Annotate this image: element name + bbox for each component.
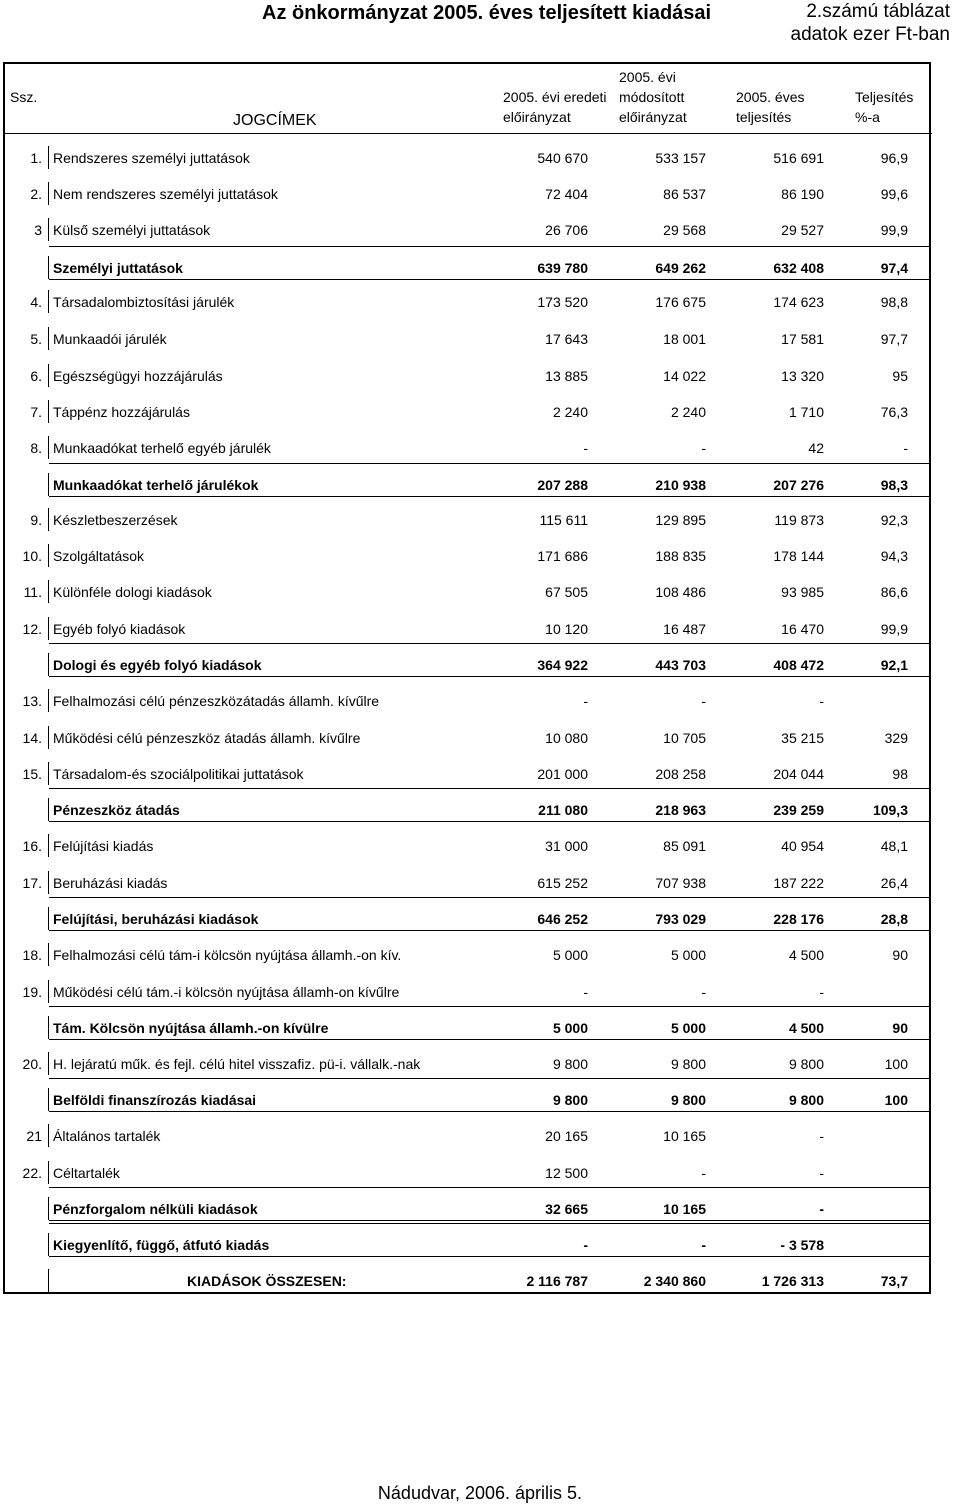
modified-budget-cell: 85 091 — [663, 838, 706, 854]
actual-cell: 42 — [808, 440, 824, 456]
percent-cell: 90 — [892, 947, 908, 963]
page-title: Az önkormányzat 2005. éves teljesített kiadásai — [262, 2, 712, 24]
original-budget-cell: 9 800 — [552, 1092, 588, 1108]
row-label: Személyi juttatások — [53, 260, 183, 276]
table-row — [0, 1199, 930, 1219]
table-row — [0, 582, 930, 602]
actual-cell: 174 623 — [773, 294, 824, 310]
percent-cell: 97,7 — [880, 331, 908, 347]
row-number: 5. — [30, 331, 42, 347]
subtotal-rule — [49, 1220, 930, 1221]
row-number: 22. — [22, 1165, 42, 1181]
table-row — [0, 258, 930, 278]
table-row — [0, 1090, 930, 1110]
original-budget-cell: 13 885 — [545, 368, 588, 384]
modified-budget-cell: 793 029 — [655, 911, 706, 927]
modified-budget-cell: 210 938 — [655, 477, 706, 493]
row-label: H. lejáratú műk. és fejl. célú hitel visszafiz. pü-i. vállalk.-nak — [53, 1056, 421, 1072]
row-number: 10. — [22, 548, 42, 564]
original-budget-cell: 72 404 — [545, 186, 588, 202]
row-number: 16. — [22, 838, 42, 854]
row-label: Készletbeszerzések — [53, 512, 178, 528]
table-row — [0, 546, 930, 566]
original-budget-cell: 2 116 787 — [526, 1273, 588, 1289]
subtotal-rule — [49, 1187, 930, 1188]
modified-budget-cell: 16 487 — [663, 621, 706, 637]
column-divider — [48, 1161, 49, 1184]
actual-cell: 632 408 — [773, 260, 824, 276]
original-budget-cell: 26 706 — [545, 222, 588, 238]
row-label: Munkaadói járulék — [53, 331, 167, 347]
subtotal-rule — [49, 1111, 930, 1112]
column-divider — [48, 689, 49, 712]
row-label: Működési célú pénzeszköz átadás államh. kívűlre — [53, 730, 361, 746]
percent-cell: 97,4 — [880, 260, 908, 276]
actual-cell: 119 873 — [774, 512, 824, 528]
row-number: 20. — [22, 1056, 42, 1072]
table-row — [0, 1163, 930, 1183]
original-budget-cell: 67 505 — [545, 584, 588, 600]
column-divider — [48, 762, 49, 785]
modified-budget-cell: 533 157 — [655, 150, 706, 166]
table-row — [0, 655, 930, 675]
row-label: Külső személyi juttatások — [53, 222, 211, 238]
column-divider — [48, 617, 49, 640]
table-row — [0, 220, 930, 240]
modified-budget-cell: - — [701, 1237, 706, 1253]
original-budget-cell: 173 520 — [537, 294, 588, 310]
row-number: 21 — [26, 1128, 42, 1144]
actual-cell: - — [819, 1201, 824, 1217]
row-label: Felhalmozási célú pénzeszközátadás államh. kívűlre — [53, 693, 380, 709]
percent-cell: 109,3 — [872, 802, 908, 818]
original-budget-cell: - — [583, 440, 588, 456]
modified-budget-cell: 10 165 — [663, 1128, 706, 1144]
column-divider — [48, 508, 49, 531]
percent-cell: 100 — [884, 1092, 908, 1108]
actual-cell: 207 276 — [773, 477, 824, 493]
modified-budget-cell: - — [701, 1165, 706, 1181]
subtotal-rule — [49, 1039, 930, 1040]
header-jogcim: JOGCÍMEK — [233, 112, 317, 129]
column-divider — [48, 1197, 49, 1220]
table-row — [0, 1235, 930, 1255]
original-budget-cell: 211 080 — [538, 802, 588, 818]
percent-cell: 28,8 — [880, 911, 908, 927]
percent-cell: 98,8 — [880, 294, 908, 310]
original-budget-cell: 207 288 — [537, 477, 588, 493]
original-budget-cell: 646 252 — [537, 911, 588, 927]
column-divider — [48, 146, 49, 169]
original-budget-cell: 364 922 — [537, 657, 588, 673]
header-modified-budget: 2005. évi módosított előirányzat — [619, 69, 687, 125]
percent-cell: 92,1 — [880, 657, 908, 673]
row-label: Felhalmozási célú tám-i kölcsön nyújtása államh.-on kív. — [53, 947, 402, 963]
original-budget-cell: 201 000 — [537, 766, 588, 782]
original-budget-cell: 115 611 — [539, 512, 588, 528]
place-date: Nádudvar, 2006. április 5. — [377, 1483, 583, 1503]
subtotal-rule — [49, 788, 930, 789]
original-budget-cell: 639 780 — [537, 260, 588, 276]
original-budget-cell: 9 800 — [552, 1056, 588, 1072]
percent-cell: 98 — [892, 766, 908, 782]
row-number: 14. — [22, 730, 42, 746]
table-row — [0, 691, 930, 711]
actual-cell: - — [819, 1128, 824, 1144]
row-label: Munkaadókat terhelő járulékok — [53, 477, 259, 493]
actual-cell: 4 500 — [788, 1020, 824, 1036]
table-row — [0, 1054, 930, 1074]
column-divider — [48, 364, 49, 387]
table-row — [0, 292, 930, 312]
row-label: Tám. Kölcsön nyújtása államh.-on kívülre — [53, 1020, 329, 1036]
table-row — [0, 438, 930, 458]
header-original-budget: 2005. évi eredeti előirányzat — [503, 89, 607, 125]
modified-budget-cell: 2 240 — [670, 404, 706, 420]
percent-cell: 98,3 — [880, 477, 908, 493]
actual-cell: 35 215 — [781, 730, 824, 746]
row-label: Nem rendszeres személyi juttatások — [53, 186, 278, 202]
table-row — [0, 366, 930, 386]
column-divider — [48, 327, 49, 350]
row-label: Egyéb folyó kiadások — [53, 621, 186, 637]
row-label: Kiegyenlítő, függő, átfutó kiadás — [53, 1237, 270, 1253]
column-divider — [48, 907, 49, 930]
column-divider — [48, 798, 49, 821]
column-divider — [48, 473, 49, 496]
row-label: Dologi és egyéb folyó kiadások — [53, 657, 262, 673]
modified-budget-cell: 218 963 — [655, 802, 706, 818]
row-label: Táppénz hozzájárulás — [53, 404, 190, 420]
percent-cell: 99,9 — [880, 222, 908, 238]
row-label: Munkaadókat terhelő egyéb járulék — [53, 440, 271, 456]
row-label: Beruházási kiadás — [53, 875, 168, 891]
modified-budget-cell: 18 001 — [663, 331, 706, 347]
subtotal-rule — [49, 496, 930, 497]
table-row — [0, 728, 930, 748]
modified-budget-cell: 5 000 — [670, 1020, 706, 1036]
table-row — [0, 619, 930, 639]
percent-cell: 26,4 — [880, 875, 908, 891]
row-number: 4. — [30, 294, 42, 310]
percent-cell: 86,6 — [880, 584, 908, 600]
actual-cell: - — [819, 984, 824, 1000]
percent-cell: 99,6 — [880, 186, 908, 202]
unit-note: adatok ezer Ft-ban — [790, 24, 950, 45]
actual-cell: 40 954 — [781, 838, 824, 854]
original-budget-cell: 32 665 — [545, 1201, 588, 1217]
original-budget-cell: 20 165 — [545, 1128, 588, 1144]
table-row — [0, 510, 930, 530]
row-number: 15. — [22, 766, 42, 782]
row-label: Felújítási, beruházási kiadások — [53, 911, 259, 927]
table-row — [0, 475, 930, 495]
table-row — [0, 800, 930, 820]
actual-cell: 204 044 — [773, 766, 824, 782]
modified-budget-cell: 707 938 — [655, 875, 706, 891]
row-number: 8. — [30, 440, 42, 456]
table-row — [0, 982, 930, 1002]
modified-budget-cell: 2 340 860 — [643, 1273, 706, 1289]
header-ssz: Ssz. — [10, 89, 38, 105]
row-label: Általános tartalék — [53, 1128, 161, 1144]
modified-budget-cell: 86 537 — [663, 186, 706, 202]
subtotal-rule — [49, 246, 930, 247]
column-divider — [48, 182, 49, 205]
column-divider — [48, 1052, 49, 1075]
column-divider — [48, 544, 49, 567]
table-row — [0, 148, 930, 168]
row-label: Rendszeres személyi juttatások — [53, 150, 250, 166]
table-row — [0, 836, 930, 856]
row-number: 9. — [30, 512, 42, 528]
subtotal-rule — [49, 643, 930, 644]
column-divider — [48, 1233, 49, 1256]
column-divider — [48, 653, 49, 676]
actual-cell: 4 500 — [788, 947, 824, 963]
column-divider — [48, 834, 49, 857]
row-label: Pénzforgalom nélküli kiadások — [53, 1201, 258, 1217]
row-number: 13. — [22, 693, 42, 709]
original-budget-cell: 12 500 — [545, 1165, 588, 1181]
actual-cell: 239 259 — [773, 802, 824, 818]
actual-cell: - — [819, 693, 824, 709]
original-budget-cell: 615 252 — [537, 875, 588, 891]
actual-cell: - 3 578 — [780, 1237, 824, 1253]
table-row — [0, 184, 930, 204]
percent-cell: 73,7 — [880, 1273, 908, 1289]
table-row — [0, 909, 930, 929]
original-budget-cell: 2 240 — [552, 404, 588, 420]
row-number: 19. — [22, 984, 42, 1000]
percent-cell: 48,1 — [880, 838, 908, 854]
actual-cell: - — [819, 1165, 824, 1181]
row-number: 2. — [30, 186, 42, 202]
header-actual: 2005. éves teljesítés — [736, 89, 805, 125]
modified-budget-cell: 129 895 — [655, 512, 706, 528]
original-budget-cell: 10 120 — [545, 621, 588, 637]
row-label: Pénzeszköz átadás — [53, 802, 180, 818]
row-number: 1. — [30, 150, 42, 166]
modified-budget-cell: 108 486 — [655, 584, 706, 600]
column-divider — [48, 290, 49, 313]
actual-cell: 178 144 — [773, 548, 824, 564]
percent-cell: 99,9 — [880, 621, 908, 637]
actual-cell: 17 581 — [781, 331, 824, 347]
original-budget-cell: 5 000 — [552, 1020, 588, 1036]
column-divider — [48, 980, 49, 1003]
modified-budget-cell: 29 568 — [663, 222, 706, 238]
column-divider — [48, 400, 49, 423]
header-rule — [4, 133, 932, 134]
row-label: Céltartalék — [53, 1165, 120, 1181]
row-label: KIADÁSOK ÖSSZESEN: — [187, 1273, 347, 1289]
column-divider — [48, 436, 49, 459]
original-budget-cell: 17 643 — [545, 331, 588, 347]
row-label: Szolgáltatások — [53, 548, 145, 564]
column-divider — [48, 218, 49, 241]
row-label: Társadalombiztosítási járulék — [53, 294, 235, 310]
actual-cell: 1 726 313 — [761, 1273, 824, 1289]
subtotal-rule — [49, 676, 930, 677]
actual-cell: 408 472 — [773, 657, 824, 673]
table-row — [0, 945, 930, 965]
table-row — [0, 1126, 930, 1146]
actual-cell: 1 710 — [788, 404, 824, 420]
row-label: Működési célú tám.-i kölcsön nyújtása államh-on kívűlre — [53, 984, 400, 1000]
original-budget-cell: 10 080 — [545, 730, 588, 746]
percent-cell: 329 — [884, 730, 908, 746]
percent-cell: 94,3 — [880, 548, 908, 564]
table-row — [0, 873, 930, 893]
column-divider — [48, 1124, 49, 1147]
original-budget-cell: - — [583, 984, 588, 1000]
row-number: 7. — [30, 404, 42, 420]
percent-cell: - — [903, 440, 908, 456]
subtotal-rule — [49, 930, 930, 931]
actual-cell: 228 176 — [773, 911, 824, 927]
column-divider — [48, 1269, 49, 1292]
percent-cell: 92,3 — [880, 512, 908, 528]
table-row — [0, 1018, 930, 1038]
table-reference — [791, 0, 950, 46]
modified-budget-cell: 649 262 — [655, 260, 706, 276]
original-budget-cell: - — [583, 693, 588, 709]
row-number: 18. — [22, 947, 42, 963]
subtotal-rule — [49, 821, 930, 822]
row-number: 6. — [30, 368, 42, 384]
row-label: Belföldi finanszírozás kiadásai — [53, 1092, 257, 1108]
actual-cell: 16 470 — [781, 621, 824, 637]
modified-budget-cell: 14 022 — [663, 368, 706, 384]
column-divider — [48, 580, 49, 603]
actual-cell: 29 527 — [781, 222, 824, 238]
percent-cell: 96,9 — [880, 150, 908, 166]
header-percent: Teljesítés %-a — [855, 89, 914, 125]
modified-budget-cell: - — [701, 693, 706, 709]
column-divider — [48, 1016, 49, 1039]
row-label: Felújítási kiadás — [53, 838, 154, 854]
table-row — [0, 1271, 930, 1291]
subtotal-rule — [49, 279, 930, 280]
percent-cell: 90 — [892, 1020, 908, 1036]
modified-budget-cell: 176 675 — [655, 294, 706, 310]
column-divider — [48, 256, 49, 279]
modified-budget-cell: 188 835 — [655, 548, 706, 564]
column-divider — [48, 1088, 49, 1111]
modified-budget-cell: - — [701, 440, 706, 456]
modified-budget-cell: - — [701, 984, 706, 1000]
percent-cell: 100 — [884, 1056, 908, 1072]
modified-budget-cell: 9 800 — [670, 1056, 706, 1072]
row-label: Társadalom-és szociálpolitikai juttatások — [53, 766, 304, 782]
modified-budget-cell: 5 000 — [670, 947, 706, 963]
original-budget-cell: 171 686 — [537, 548, 588, 564]
actual-cell: 9 800 — [788, 1092, 824, 1108]
modified-budget-cell: 10 165 — [663, 1201, 706, 1217]
table-row — [0, 329, 930, 349]
subtotal-rule — [49, 1256, 930, 1257]
actual-cell: 9 800 — [788, 1056, 824, 1072]
actual-cell: 516 691 — [773, 150, 824, 166]
subtotal-rule — [49, 1223, 930, 1224]
row-label: Különféle dologi kiadások — [53, 584, 212, 600]
column-divider — [48, 871, 49, 894]
original-budget-cell: 31 000 — [545, 838, 588, 854]
percent-cell: 95 — [892, 368, 908, 384]
row-number: 11. — [23, 584, 42, 600]
percent-cell: 76,3 — [880, 404, 908, 420]
actual-cell: 86 190 — [781, 186, 824, 202]
table-row — [0, 402, 930, 422]
original-budget-cell: 540 670 — [537, 150, 588, 166]
actual-cell: 13 320 — [781, 368, 824, 384]
row-label: Egészségügyi hozzájárulás — [53, 368, 223, 384]
row-number: 17. — [22, 875, 42, 891]
actual-cell: 187 222 — [773, 875, 824, 891]
modified-budget-cell: 10 705 — [663, 730, 706, 746]
subtotal-rule — [49, 897, 930, 898]
actual-cell: 93 985 — [781, 584, 824, 600]
subtotal-rule — [49, 463, 930, 464]
modified-budget-cell: 9 800 — [670, 1092, 706, 1108]
row-number: 12. — [22, 621, 42, 637]
modified-budget-cell: 443 703 — [655, 657, 706, 673]
original-budget-cell: 5 000 — [552, 947, 588, 963]
column-divider — [48, 943, 49, 966]
original-budget-cell: - — [583, 1237, 588, 1253]
subtotal-rule — [49, 1006, 930, 1007]
subtotal-rule — [49, 1078, 930, 1079]
row-number: 3 — [34, 222, 42, 238]
modified-budget-cell: 208 258 — [655, 766, 706, 782]
table-row — [0, 764, 930, 784]
table-number: 2.számú táblázat — [806, 1, 950, 22]
column-divider — [48, 726, 49, 749]
